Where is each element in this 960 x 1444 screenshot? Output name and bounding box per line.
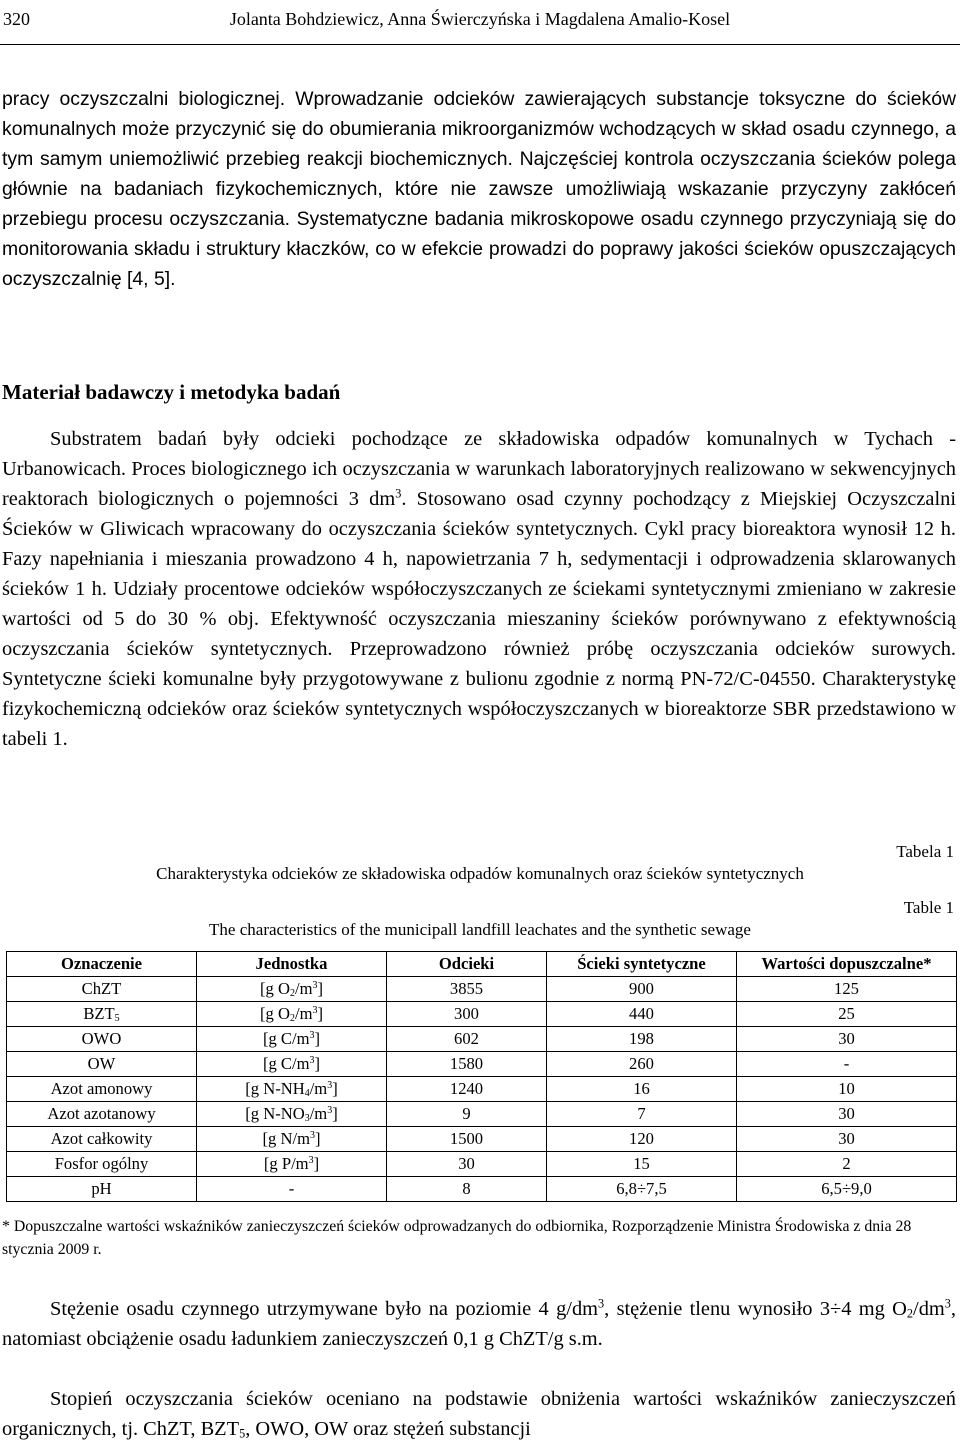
table-row: [7, 977, 957, 1002]
unit-text: /m: [294, 979, 313, 998]
synthetic-cell: 260: [547, 1052, 737, 1077]
unit-superscript: 3: [312, 979, 318, 991]
synthetic-cell: 900: [547, 977, 737, 1002]
unit-cell: [197, 1127, 387, 1152]
column-header: Ścieki syntetyczne: [547, 952, 737, 977]
unit-cell: [197, 977, 387, 1002]
unit-superscript: 3: [327, 1104, 333, 1116]
unit-text: [g O: [260, 1004, 290, 1023]
unit-cell: [197, 1052, 387, 1077]
parameter-cell: [7, 977, 197, 1002]
synthetic-cell: 15: [547, 1152, 737, 1177]
unit-text: /m: [309, 1079, 328, 1098]
parameter-subscript: 5: [114, 1012, 120, 1024]
leachate-cell: 300: [387, 1002, 547, 1027]
closing-text: , natomiast obciążenie osadu ładunkiem zanieczyszczeń 0,1 g ChZT/g s.m.: [2, 1298, 956, 1350]
unit-text: /m: [294, 1004, 313, 1023]
parameter-cell: [7, 1077, 197, 1102]
column-header: Odcieki: [387, 952, 547, 977]
leachate-cell: 1580: [387, 1052, 547, 1077]
parameter-name: ChZT: [81, 979, 122, 998]
leachate-cell: 1500: [387, 1127, 547, 1152]
unit-text: [g P/m: [263, 1154, 309, 1173]
closing-text: , stężenie tlenu wynosiło 3÷4 mg O: [604, 1298, 907, 1320]
unit-superscript: 3: [309, 1054, 315, 1066]
unit-text: /m: [309, 1104, 328, 1123]
unit-cell: [197, 1002, 387, 1027]
limit-cell: 25: [737, 1002, 957, 1027]
unit-cell: [197, 1102, 387, 1127]
limit-cell: 30: [737, 1102, 957, 1127]
methods-sup: 3: [395, 486, 402, 501]
unit-text: [g C/m: [262, 1054, 310, 1073]
parameter-cell: [7, 1177, 197, 1202]
limit-cell: 30: [737, 1127, 957, 1152]
parameter-name: OW: [87, 1054, 116, 1073]
unit-text: [g C/m: [262, 1029, 310, 1048]
page-header: [0, 0, 960, 45]
parameter-name: Fosfor ogólny: [54, 1154, 149, 1173]
table-row: [7, 1127, 957, 1152]
table-header-row: [7, 952, 957, 977]
unit-text: [g O: [260, 979, 290, 998]
leachate-cell: 30: [387, 1152, 547, 1177]
table-row: [7, 1027, 957, 1052]
unit-cell: [197, 1152, 387, 1177]
characteristics-table: [6, 951, 957, 1202]
closing-text: Stężenie osadu czynnego utrzymywane było na poziomie 4 g/dm: [50, 1298, 599, 1320]
closing-sub: 5: [239, 1426, 246, 1441]
leachate-cell: 1240: [387, 1077, 547, 1102]
unit-superscript: 3: [327, 1079, 333, 1091]
table-row: [7, 1152, 957, 1177]
parameter-cell: [7, 1127, 197, 1152]
parameter-cell: [7, 1027, 197, 1052]
unit-text: ]: [332, 1104, 338, 1123]
parameter-name: Azot amonowy: [50, 1079, 153, 1098]
methods-text-1: Substratem badań były odcieki pochodzące ze składowiska odpadów komunalnych w Tychach - Urbanowicach. Proces biologicznego ich oczyszczania w warunkach laboratoryjnych realizowano w sekwencyjnych reaktorach biologicznych o pojemności 3 dm: [2, 428, 956, 510]
limit-cell: 125: [737, 977, 957, 1002]
unit-text: ]: [313, 1154, 320, 1173]
limit-cell: 2: [737, 1152, 957, 1177]
unit-text: ]: [332, 1079, 338, 1098]
column-header: Jednostka: [197, 952, 387, 977]
methods-paragraph: [2, 424, 956, 754]
unit-text: ]: [314, 1129, 321, 1148]
unit-text: ]: [314, 1054, 321, 1073]
column-header: Wartości dopuszczalne*: [737, 952, 957, 977]
table-title-en: The characteristics of the municipall landfill leachates and the synthetic sewage: [209, 920, 751, 939]
unit-cell: [197, 1027, 387, 1052]
unit-text: -: [288, 1179, 295, 1198]
unit-subscript: 3: [304, 1112, 310, 1124]
table-footnote: * Dopuszczalne wartości wskaźników zanieczyszczeń ścieków odprowadzanych do odbiornika, Rozporządzenie Ministra Środowiska z dnia 28 stycznia 2009 r.: [2, 1218, 912, 1258]
table-label-en: Table 1: [903, 898, 954, 917]
closing-paragraph-2: [2, 1384, 956, 1444]
closing-paragraph-1: [2, 1294, 956, 1354]
table-row: [7, 1002, 957, 1027]
table-row: [7, 1102, 957, 1127]
unit-cell: [197, 1077, 387, 1102]
synthetic-cell: 6,8÷7,5: [547, 1177, 737, 1202]
parameter-name: Azot azotanowy: [47, 1104, 156, 1123]
unit-text: ]: [317, 979, 323, 998]
synthetic-cell: 198: [547, 1027, 737, 1052]
parameter-cell: [7, 1052, 197, 1077]
leachate-cell: 8: [387, 1177, 547, 1202]
parameter-name: pH: [91, 1179, 112, 1198]
closing-sub: 2: [906, 1306, 914, 1321]
unit-cell: [197, 1177, 387, 1202]
unit-superscript: 3: [312, 1004, 318, 1016]
unit-text: ]: [317, 1004, 323, 1023]
page-number: 320: [3, 9, 30, 29]
unit-text: ]: [314, 1029, 321, 1048]
closing-text: Stopień oczyszczania ścieków oceniano na podstawie obniżenia wartości wskaźników zanieczyszczeń organicznych, tj. ChZT, BZT: [2, 1388, 956, 1440]
unit-text: [g N/m: [262, 1129, 310, 1148]
table-row: [7, 1052, 957, 1077]
parameter-cell: [7, 1102, 197, 1127]
limit-cell: -: [737, 1052, 957, 1077]
unit-superscript: 3: [309, 1129, 315, 1141]
limit-cell: 30: [737, 1027, 957, 1052]
leachate-cell: 3855: [387, 977, 547, 1002]
unit-superscript: 3: [308, 1154, 314, 1166]
limit-cell: 10: [737, 1077, 957, 1102]
synthetic-cell: 440: [547, 1002, 737, 1027]
leachate-cell: 9: [387, 1102, 547, 1127]
methods-text-2: . Stosowano osad czynny pochodzący z Miejskiej Oczyszczalni Ścieków w Gliwicach wpracowany do oczyszczania ścieków syntetycznych. Cykl pracy bioreaktora wynosił 12 h. Fazy napełniania i mieszania prowadzono 4 h, napowietrzania 7 h, sedymentacji i odprowadzenia sklarowanych ścieków 1 h. Udziały procentowe odcieków współoczyszczanych ze ściekami syntetycznymi zmieniano w zakresie wartości od 5 do 30 % obj. Efektywność oczyszczania mieszaniny ścieków porównywano z efektywnością oczyszczania ścieków syntetycznych. Przeprowadzono również próbę oczyszczania odcieków surowych. Syntetyczne ścieki komunalne były przygotowywane z bulionu zgodnie z normą PN-72/C-04550. Charakterystykę fizykochemiczną odcieków oraz ścieków syntetycznych współoczyszczanych w bioreaktorze SBR przedstawiono w tabeli 1.: [2, 488, 956, 750]
table-row: [7, 1077, 957, 1102]
unit-subscript: 2: [289, 1012, 295, 1024]
table-label-pl: Tabela 1: [896, 842, 954, 861]
section-heading: Materiał badawczy i metodyka badań: [2, 380, 341, 404]
running-head-authors: Jolanta Bohdziewicz, Anna Świerczyńska i Magdalena Amalio-Kosel: [229, 9, 731, 29]
parameter-name: Azot całkowity: [50, 1129, 153, 1148]
table-title-pl: Charakterystyka odcieków ze składowiska odpadów komunalnych oraz ścieków syntetycznych: [156, 864, 804, 883]
closing-sup: 3: [598, 1296, 605, 1311]
table-row: [7, 1177, 957, 1202]
unit-subscript: 4: [304, 1087, 310, 1099]
parameter-cell: [7, 1152, 197, 1177]
intro-paragraph: pracy oczyszczalni biologicznej. Wprowadzanie odcieków zawierających substancje toksyczne do ścieków komunalnych może przyczynić się do obumierania mikroorganizmów wchodzących w skład osadu czynnego, a tym samym uniemożliwić przebieg reakcji biochemicznych. Najczęściej kontrola oczyszczania ścieków polega głównie na badaniach fizykochemicznych, które nie zawsze umożliwiają wskazanie przyczyny zakłóceń przebiegu procesu oczyszczania. Systematyczne badania mikroskopowe osadu czynnego przyczyniają się do monitorowania składu i struktury kłaczków, co w efekcie prowadzi do poprawy jakości ścieków opuszczających oczyszczalnię [4, 5].: [2, 88, 956, 290]
leachate-cell: 602: [387, 1027, 547, 1052]
parameter-name: BZT: [83, 1004, 115, 1023]
synthetic-cell: 120: [547, 1127, 737, 1152]
closing-sup: 3: [944, 1296, 951, 1311]
unit-subscript: 2: [289, 987, 295, 999]
synthetic-cell: 7: [547, 1102, 737, 1127]
synthetic-cell: 16: [547, 1077, 737, 1102]
unit-text: [g N-NO: [245, 1104, 305, 1123]
parameter-name: OWO: [81, 1029, 122, 1048]
parameter-cell: [7, 1002, 197, 1027]
unit-superscript: 3: [309, 1029, 315, 1041]
closing-text: , OWO, OW oraz stężeń substancji: [245, 1418, 531, 1440]
limit-cell: 6,5÷9,0: [737, 1177, 957, 1202]
column-header: Oznaczenie: [7, 952, 197, 977]
closing-text: /dm: [913, 1298, 945, 1320]
unit-text: [g N-NH: [245, 1079, 305, 1098]
